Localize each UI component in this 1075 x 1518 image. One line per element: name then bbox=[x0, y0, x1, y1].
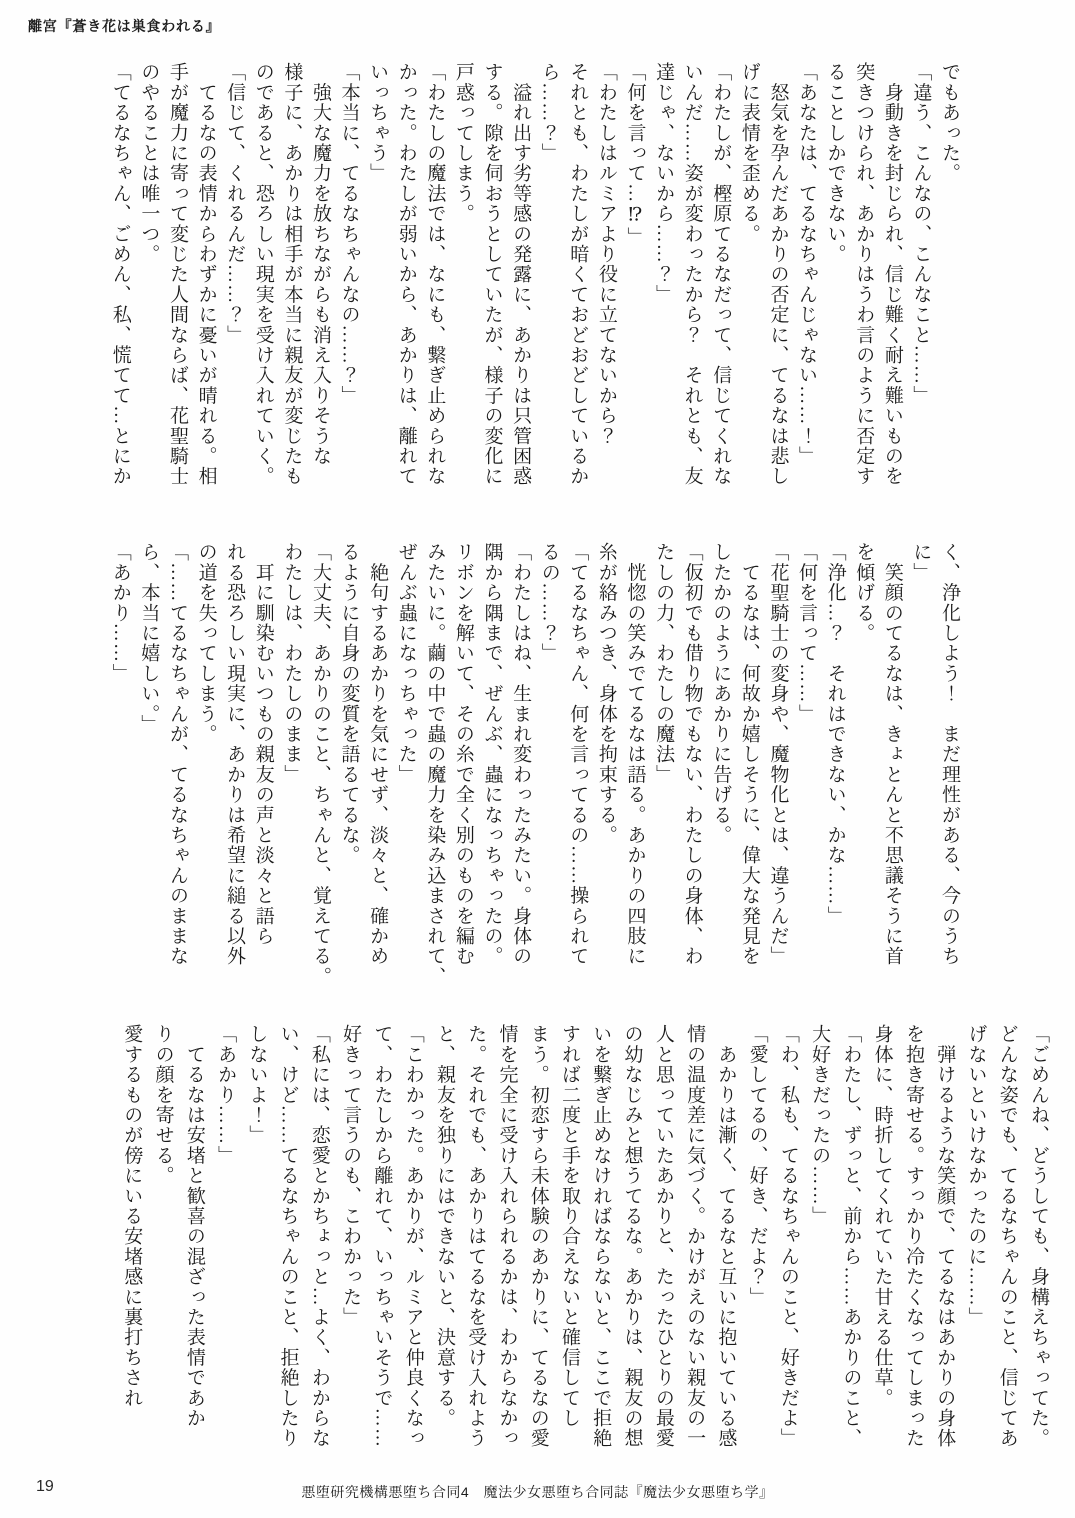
text-column: いを繋ぎ止めなければならないと、ここで拒絶 bbox=[590, 1024, 612, 1449]
text-column: 突きつけられ、あかりはうわ言のように否定す bbox=[853, 62, 875, 487]
text-column: 「わ、私も、てるなちゃんのこと、好きだよ」 bbox=[777, 1024, 799, 1449]
text-block-2 bbox=[105, 542, 963, 987]
text-column: の幼なじみと想うてるな。あかりは、親友の想 bbox=[621, 1024, 643, 1449]
text-column: れる恐ろしい現実に、あかりは希望に縋る以外 bbox=[224, 542, 246, 967]
text-column: したかのようにあかりに告げる。 bbox=[710, 542, 732, 845]
text-column: た。それでも、あかりはてるなを受け入れよう bbox=[465, 1024, 487, 1449]
text-column: 「わたし、ずっと、前から……あかりのこと、 bbox=[840, 1024, 862, 1449]
text-column: 溢れ出す劣等感の発露に、あかりは只管困惑 bbox=[510, 62, 532, 487]
text-column: ら……？」 bbox=[538, 62, 560, 163]
text-column: 戸惑ってしまう。 bbox=[452, 62, 474, 224]
text-column: ぜんぶ蟲になっちゃった」 bbox=[395, 542, 417, 785]
text-column: 「浄化…？ それはできない、かな……」 bbox=[824, 542, 846, 926]
text-column: しないよ！」 bbox=[246, 1024, 268, 1146]
text-column: 達じゃ、ないから……？」 bbox=[653, 62, 675, 305]
text-column: て、わたしから離れて、いっちゃいそうで…… bbox=[371, 1024, 393, 1449]
text-column: げないといけなかったのに……」 bbox=[965, 1024, 987, 1327]
text-column: 恍惚の笑みでてるなは語る。あかりの四肢に bbox=[624, 542, 646, 967]
text-column: すれば二度と手を取り合えないと確信してし bbox=[559, 1024, 581, 1428]
text-column: 「信じて、くれるんだ……？」 bbox=[224, 62, 246, 345]
text-column: 「わたしが、樫原てるなだって、信じてくれな bbox=[710, 62, 732, 487]
text-column: 身動きを封じられ、信じ難く耐え難いものを bbox=[881, 62, 903, 487]
text-column: 「大丈夫、あかりのこと、ちゃんと、覚えてる。 bbox=[309, 542, 331, 987]
text-column: 「花聖騎士の変身や、魔物化とは、違うんだ」 bbox=[767, 542, 789, 967]
text-column: のやることは唯一つ。 bbox=[138, 62, 160, 264]
text-column: 「てるなちゃん、何を言ってるの……操られて bbox=[567, 542, 589, 967]
text-column: 「てるなちゃん、ごめん、私、慌てて…とにか bbox=[109, 62, 131, 487]
text-block-3 bbox=[116, 1024, 1054, 1452]
text-column: 様子に、あかりは相手が本当に親友が変じたも bbox=[281, 62, 303, 487]
text-column: の道を失ってしまう。 bbox=[195, 542, 217, 744]
text-block-1 bbox=[105, 62, 963, 490]
text-column: るの……？」 bbox=[538, 542, 560, 664]
text-column: に」 bbox=[910, 542, 932, 583]
text-column: たしの力、わたしの魔法」 bbox=[653, 542, 675, 785]
text-column: 「本当に、てるなちゃんなの……？」 bbox=[338, 62, 360, 406]
text-column: みたいに。繭の中で蟲の魔力を染み込まされて、 bbox=[424, 542, 446, 987]
text-column: るように自身の変質を語るてるな。 bbox=[338, 542, 360, 866]
text-column: のであると、恐ろしい現実を受け入れていく。 bbox=[252, 62, 274, 487]
text-column: 耳に馴染むいつもの親友の声と淡々と語ら bbox=[252, 542, 274, 946]
text-column: 「あかり……」 bbox=[109, 542, 131, 684]
text-column: どんな姿でも、てるなちゃんのこと、信じてあ bbox=[996, 1024, 1018, 1449]
page-number: 19 bbox=[36, 1478, 54, 1495]
text-column: リボンを解いて、その糸で全く別のものを編む bbox=[452, 542, 474, 967]
text-column: 笑顔のてるなは、きょとんと不思議そうに首 bbox=[881, 542, 903, 967]
text-column: 「あかり……」 bbox=[215, 1024, 237, 1166]
text-column: 身体に、時折してくれていた甘える仕草。 bbox=[871, 1024, 893, 1408]
text-column: 情の温度差に気づく。かけがえのない親友の一 bbox=[684, 1024, 706, 1449]
text-column: 怒気を孕んだあかりの否定に、てるなは悲し bbox=[767, 62, 789, 487]
footer-credit: 悪堕研究機構悪堕ち合同4 魔法少女悪堕ち合同誌『魔法少女悪堕ち学』 bbox=[301, 1484, 774, 1500]
text-column: 愛するものが傍にいる安堵感に裏打ちされ bbox=[121, 1024, 143, 1408]
text-column: 「わたしはね、生まれ変わったみたい。身体の bbox=[510, 542, 532, 967]
text-column: 好きって言うのも、こわかった」 bbox=[340, 1024, 362, 1327]
text-column: それとも、わたしが暗くておどおどしているか bbox=[567, 62, 589, 487]
text-column: でもあった。 bbox=[939, 62, 960, 184]
text-column: げに表情を歪める。 bbox=[738, 62, 760, 244]
text-column: を抱き寄せる。すっかり冷たくなってしまった bbox=[902, 1024, 924, 1449]
text-column: ることしかできない。 bbox=[824, 62, 846, 264]
text-column: 情を完全に受け入れられるかは、わからなかっ bbox=[496, 1024, 518, 1449]
text-column: てるなは安堵と歓喜の混ざった表情であか bbox=[183, 1024, 205, 1428]
text-column: 「私には、恋愛とかちょっと…よく、わからな bbox=[308, 1024, 330, 1449]
text-column: りの顔を寄せる。 bbox=[152, 1024, 174, 1186]
text-column: 「こわかった。あかりが、ルミアと仲良くなっ bbox=[402, 1024, 424, 1449]
text-column: 大好きだったの……」 bbox=[809, 1024, 831, 1226]
text-column: わたしは、わたしのまま」 bbox=[281, 542, 303, 785]
text-column: 「あなたは、てるなちゃんじゃない……！」 bbox=[796, 62, 818, 466]
text-column: 「何を言って…⁉」 bbox=[624, 62, 646, 247]
text-column: 「……てるなちゃんが、てるなちゃんのままな bbox=[166, 542, 188, 967]
text-column: てるなの表情からわずかに憂いが晴れる。相 bbox=[195, 62, 217, 487]
text-column: く、浄化しよう！ まだ理性がある、今のうち bbox=[939, 542, 960, 967]
text-column: 「ごめんね、どうしても、身構えちゃってた。 bbox=[1028, 1024, 1049, 1449]
text-column: あかりは漸く、てるなと互いに抱いている感 bbox=[715, 1024, 737, 1449]
text-column: する。隙を伺おうとしていたが、様子の変化に bbox=[481, 62, 503, 487]
text-column: いんだ……姿が変わったから？ それとも、友 bbox=[681, 62, 703, 487]
text-column: ら、本当に嬉しい。」 bbox=[138, 542, 160, 735]
text-column: 強大な魔力を放ちながらも消え入りそうな bbox=[309, 62, 331, 466]
text-column: 「愛してるの、好き、だよ？」 bbox=[746, 1024, 768, 1307]
text-column: 絶句するあかりを気にせず、淡々と、確かめ bbox=[367, 542, 389, 967]
text-column: かった。わたしが弱いから、あかりは、離れて bbox=[395, 62, 417, 487]
text-column: いっちゃう」 bbox=[367, 62, 389, 184]
text-column: てるなは、何故か嬉しそうに、偉大な発見を bbox=[738, 542, 760, 967]
text-column: 隅から隅まで、ぜんぶ、蟲になっちゃったの。 bbox=[481, 542, 503, 967]
text-column: 「仮初でも借り物でもない、わたしの身体、わ bbox=[681, 542, 703, 967]
text-column: 人と思っていたあかりと、たったひとりの最愛 bbox=[652, 1024, 674, 1449]
text-column: 「わたしの魔法では、なにも、繋ぎ止められな bbox=[424, 62, 446, 487]
text-column: 弾けるような笑顔で、てるなはあかりの身体 bbox=[934, 1024, 956, 1449]
chapter-title: 離宮『蒼き花は巣食われる』 bbox=[28, 18, 221, 34]
text-column: 糸が絡みつき、身体を拘束する。 bbox=[595, 542, 617, 845]
text-column: 「違う、こんなの、こんなこと……」 bbox=[910, 62, 932, 406]
text-column: 「わたしはルミアより役に立てないから？ bbox=[595, 62, 617, 446]
text-column: 手が魔力に寄って変じた人間ならば、花聖騎士 bbox=[166, 62, 188, 487]
text-column: まう。初恋すら未体験のあかりに、てるなの愛 bbox=[527, 1024, 549, 1449]
text-column: い、けど……てるなちゃんのこと、拒絶したり bbox=[277, 1024, 299, 1449]
text-column: と、親友を独りにはできないと、決意する。 bbox=[433, 1024, 455, 1428]
text-column: を傾げる。 bbox=[853, 542, 875, 643]
text-column: 「何を言って……」 bbox=[796, 542, 818, 724]
